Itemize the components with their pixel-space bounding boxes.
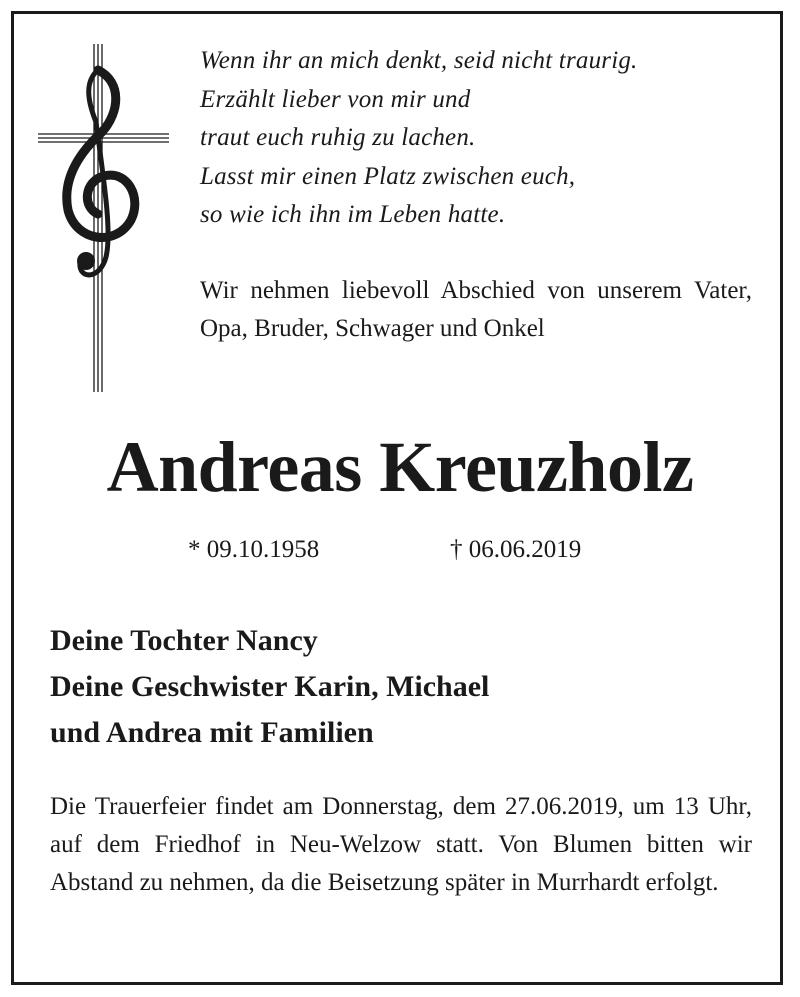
poem-line: Erzählt lieber von mir und — [200, 85, 471, 113]
birth-date: * 09.10.1958 — [188, 536, 320, 563]
mourner-line: und Andrea mit Familien — [50, 716, 374, 749]
mourner-line: Deine Geschwister Karin, Michael — [50, 670, 490, 703]
death-date: † 06.06.2019 — [450, 536, 582, 563]
poem-line: Lasst mir einen Platz zwischen euch, — [200, 162, 576, 190]
deceased-name: Andreas Kreuzholz — [106, 427, 694, 507]
poem-line: traut euch ruhig zu lachen. — [200, 124, 476, 151]
poem-line: Wenn ihr an mich denkt, seid nicht traurig. — [200, 47, 638, 74]
cross-with-treble-clef-icon — [36, 42, 171, 392]
poem-line: so wie ich ihn im Leben hatte. — [200, 201, 506, 228]
funeral-notice: Die Trauerfeier findet am Donnerstag, dem 27.06.2019, um 13 Uhr, auf dem Friedhof in Neu-Welzow statt. Von Blumen bitten wir Abstand zu nehmen, da die Beisetzung später in Murrhardt erfolgt. — [50, 793, 752, 896]
poem — [200, 42, 760, 235]
mourner-line: Deine Tochter Nancy — [50, 624, 318, 657]
farewell-intro: Wir nehmen liebevoll Abschied von unserem Vater, Opa, Bruder, Schwager und Onkel — [200, 277, 752, 342]
mourners-list — [50, 618, 489, 756]
